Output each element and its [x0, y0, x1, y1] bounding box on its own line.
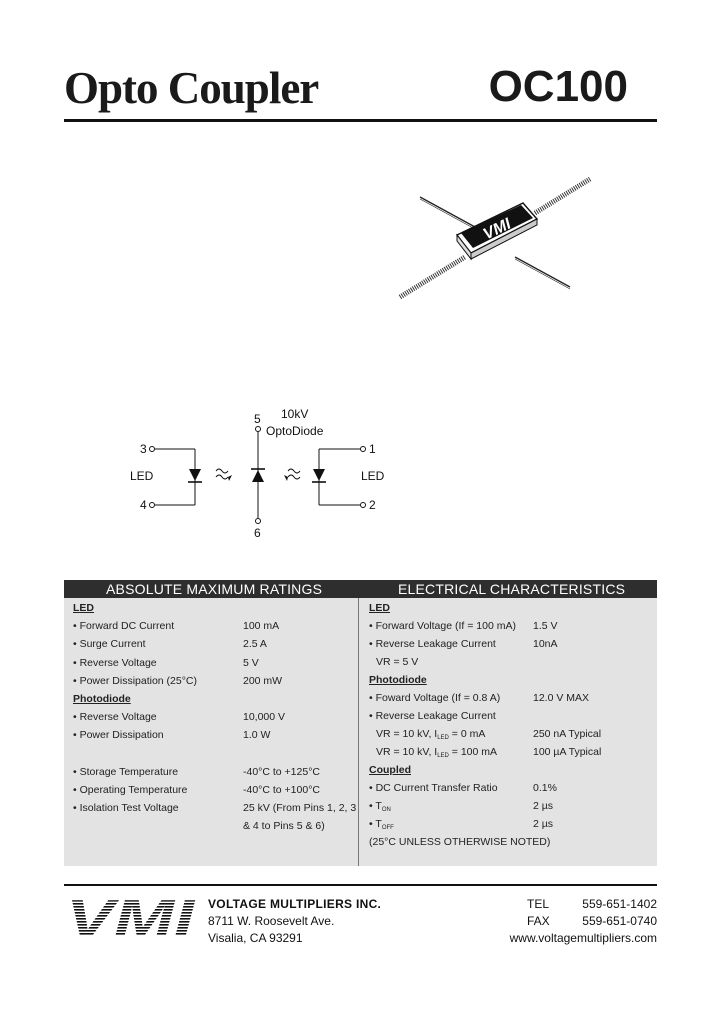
footer-divider	[64, 884, 657, 886]
optodiode-label: OptoDiode	[266, 424, 324, 438]
ratings-value: 1.0 W	[243, 729, 271, 742]
toff-value: 2 µs	[533, 818, 554, 830]
tel-number: 559-651-1402	[582, 897, 657, 911]
specifications-header-bar	[64, 580, 657, 598]
pd-forward-voltage-label: • Foward Voltage (If = 0.8 A)	[369, 692, 501, 704]
reverse-leakage-value: 10nA	[533, 638, 558, 650]
vr-condition-a-value: 250 nA Typical	[533, 728, 602, 740]
ratings-value: 2.5 A	[243, 638, 267, 651]
contact-values	[510, 896, 657, 947]
ton-value: 2 µs	[533, 800, 554, 812]
ratings-parameter: Photodiode	[73, 693, 131, 705]
vr-condition-b-value: 100 µA Typical	[533, 746, 602, 758]
ratings-value: -40°C to +100°C	[243, 784, 320, 796]
led-right-label: LED	[361, 469, 385, 483]
company-logo	[66, 894, 196, 940]
ratings-parameter: • Operating Temperature	[73, 784, 188, 796]
ratings-parameter: • Reverse Voltage	[73, 656, 157, 669]
pin-1-label: 1	[369, 442, 376, 456]
ratings-parameter: • Power Dissipation	[73, 729, 164, 742]
ctr-label: • DC Current Transfer Ratio	[369, 782, 498, 794]
electrical-heading: ELECTRICAL CHARACTERISTICS	[398, 581, 626, 597]
part-number: OC100	[488, 62, 628, 111]
toff-label: • $T_{OFF}$	[369, 818, 394, 831]
ratings-value: 10,000 V	[243, 711, 286, 724]
led-heading: LED	[369, 602, 390, 614]
circuit-schematic	[120, 405, 400, 545]
product-title: Opto Coupler	[64, 63, 319, 113]
address-line-1: 8711 W. Roosevelt Ave.	[208, 914, 335, 928]
vr-condition-a: VR = 10 kV, $I_{LED} = 0$ mA	[376, 728, 486, 741]
ratings-parameter: • Surge Current	[73, 638, 146, 651]
coupled-heading: Coupled	[369, 764, 411, 776]
company-name: VOLTAGE MULTIPLIERS INC.	[208, 897, 382, 911]
specifications-panel	[64, 580, 657, 866]
fax-number: 559-651-0740	[582, 914, 657, 928]
led-left-label: LED	[130, 469, 154, 483]
ton-label: • $T_{ON}$	[369, 800, 391, 813]
fax-label: FAX	[527, 914, 550, 928]
ratings-heading: ABSOLUTE MAXIMUM RATINGS	[106, 581, 323, 597]
ratings-value: 100 mA	[243, 620, 280, 633]
pin-6-label: 6	[254, 526, 261, 540]
vr-condition-b: VR = 10 kV, $I_{LED} = 100$ mA	[376, 746, 498, 759]
pd-reverse-leakage-label: • Reverse Leakage Current	[369, 710, 496, 722]
ratings-value: 5 V	[243, 656, 259, 669]
pd-forward-voltage-value: 12.0 V MAX	[533, 692, 590, 704]
ratings-value: 200 mW	[243, 674, 283, 687]
ratings-parameter: • Power Dissipation (25°C)	[73, 674, 198, 687]
ratings-parameter: • Storage Temperature	[73, 765, 179, 778]
ctr-value: 0.1%	[533, 782, 557, 794]
company-info	[208, 896, 381, 947]
ratings-value: 25 kV (From Pins 1, 2, 3	[243, 802, 357, 815]
ratings-value: & 4 to Pins 5 & 6)	[243, 820, 325, 833]
conditions-note: (25°C UNLESS OTHERWISE NOTED)	[369, 836, 551, 848]
column-divider	[358, 598, 359, 866]
title-divider	[64, 119, 657, 122]
ratings-parameter: LED	[73, 602, 94, 614]
pin-4-label: 4	[140, 498, 147, 512]
svg-text:VMI: VMI	[66, 894, 196, 940]
address-line-2: Visalia, CA 93291	[208, 931, 303, 945]
tel-label: TEL	[527, 897, 550, 911]
ratings-value: -40°C to +125°C	[243, 765, 320, 778]
vr5-condition: VR = 5 V	[376, 656, 419, 668]
pin-2-label: 2	[369, 498, 376, 512]
voltage-label: 10kV	[281, 407, 309, 421]
website-link[interactable]: www.voltagemultipliers.com	[509, 931, 657, 945]
reverse-leakage-label: • Reverse Leakage Current	[369, 638, 496, 650]
forward-voltage-value: 1.5 V	[533, 620, 558, 632]
svg-text:VMI: VMI	[480, 215, 514, 244]
product-illustration	[395, 175, 620, 310]
ratings-parameter: • Reverse Voltage	[73, 711, 157, 724]
pin-3-label: 3	[140, 442, 147, 456]
photodiode-heading: Photodiode	[369, 674, 427, 686]
forward-voltage-label: • Forward Voltage (If = 100 mA)	[369, 620, 516, 632]
ratings-parameter: • Isolation Test Voltage	[73, 802, 179, 815]
ratings-parameter: • Forward DC Current	[73, 620, 175, 633]
pin-5-label: 5	[254, 412, 261, 426]
